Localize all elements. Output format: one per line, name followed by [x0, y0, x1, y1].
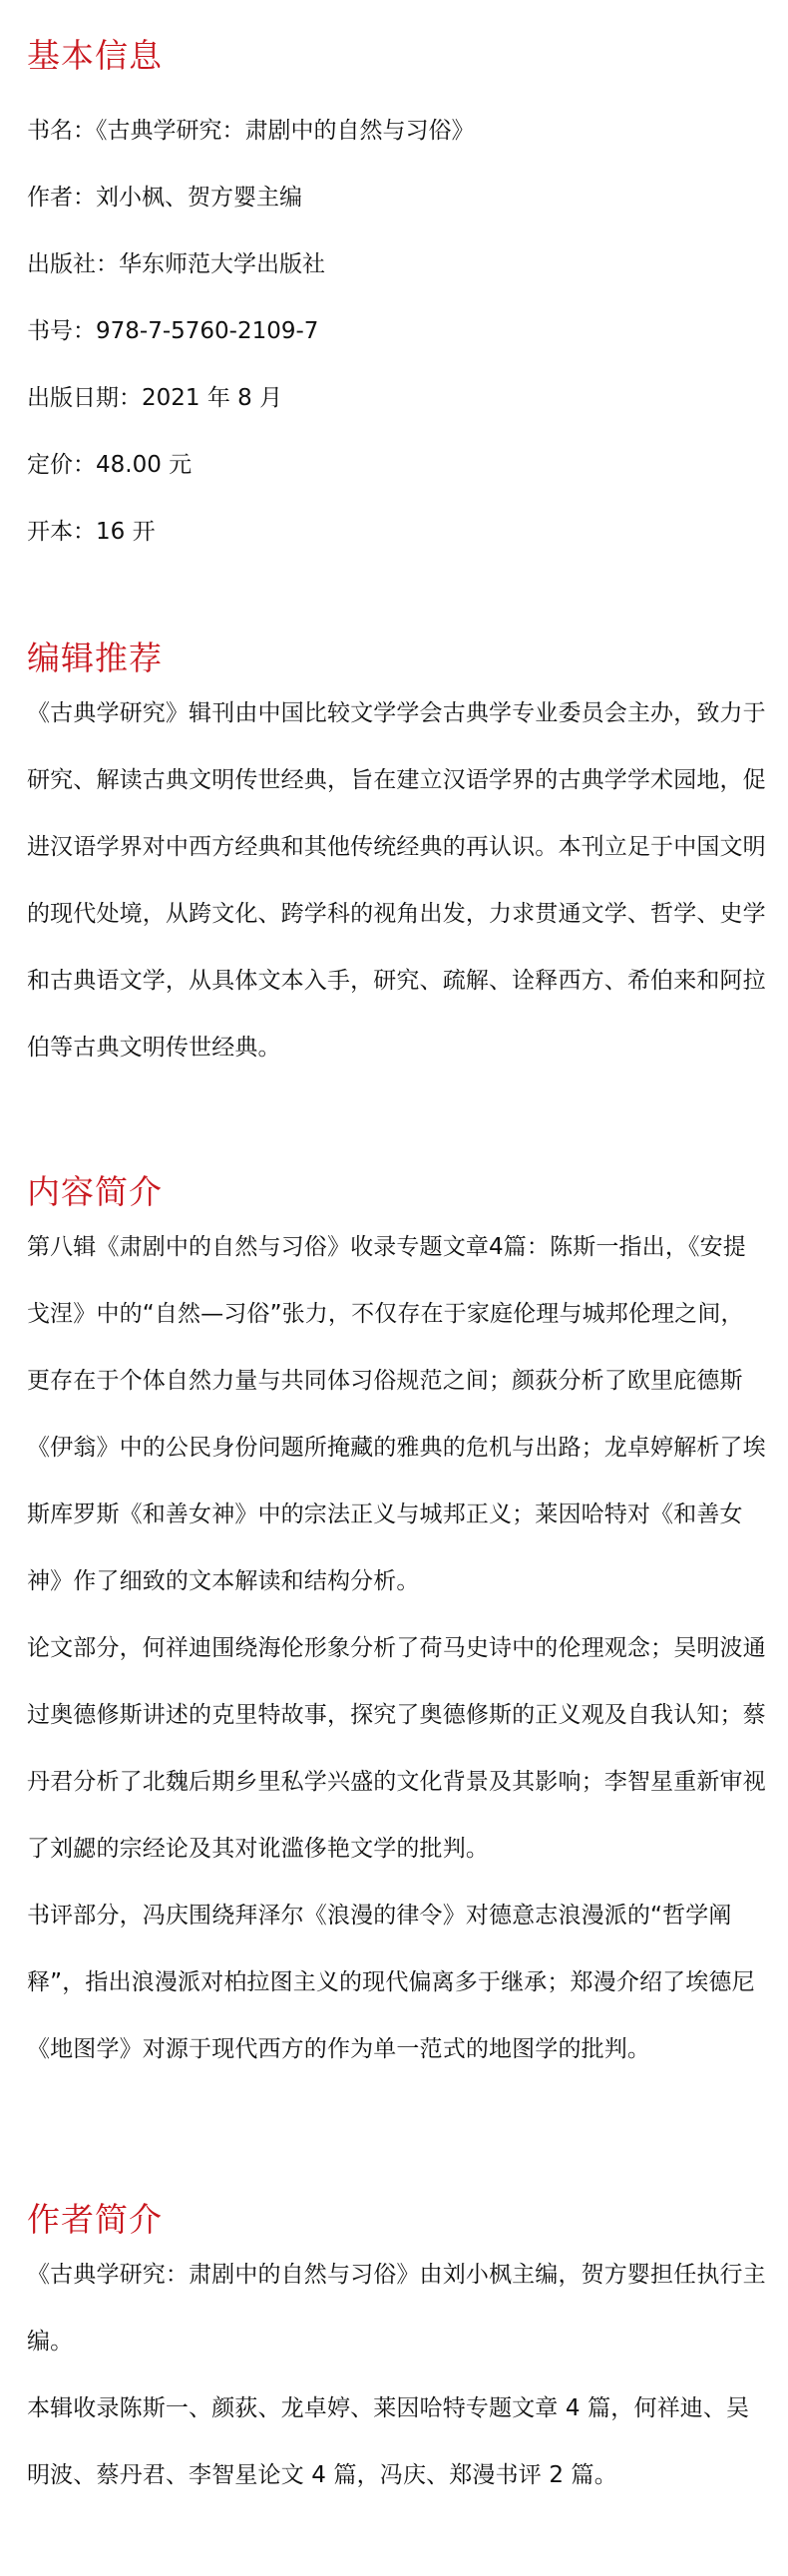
- content-summary-paragraph-1: 第八辑《肃剧中的自然与习俗》收录专题文章4篇：陈斯一指出，《安提戈涅》中的“自然—习俗”张力，不仅存在于家庭伦理与城邦伦理之间，更存在于个体自然力量与共同体习俗规范之间；颜荻分析了欧里庇德斯《伊翁》中的公民身份问题所掩藏的雅典的危机与出路；龙卓婷解析了埃斯库罗斯《和善女神》中的宗法正义与城邦正义；莱因哈特对《和善女神》作了细致的文本解读和结构分析。: [27, 1234, 766, 1594]
- price-row: 定价：48.00 元: [27, 452, 193, 478]
- publisher-row: 出版社：华东师范大学出版社: [27, 251, 325, 277]
- content-summary-paragraph-3: 书评部分，冯庆围绕拜泽尔《浪漫的律令》对德意志浪漫派的“哲学阐释”，指出浪漫派对柏拉图主义的现代偏离多于继承；郑漫介绍了埃德尼《地图学》对源于现代西方的作为单一范式的地图学的批判。: [27, 1903, 755, 2062]
- author-intro-section: [27, 2200, 766, 2509]
- content-summary-section: [27, 1172, 766, 2083]
- editor-recommendation-paragraph: 《古典学研究》辑刊由中国比较文学学会古典学专业委员会主办，致力于研究、解读古典文明传世经典，旨在建立汉语学界的古典学学术园地，促进汉语学界对中西方经典和其他传统经典的再认识。本刊立足于中国文明的现代处境，从跨文化、跨学科的视角出发，力求贯通文学、哲学、史学和古典语文学，从具体文本入手，研究、疏解、诠释西方、希伯来和阿拉伯等古典文明传世经典。: [27, 700, 766, 1061]
- author-intro-body: [27, 2242, 766, 2509]
- basic-info-list: [27, 98, 766, 566]
- content-summary-title: 内容简介: [27, 1172, 163, 1211]
- book-title-row: 书名：《古典学研究：肃剧中的自然与习俗》: [27, 118, 475, 144]
- author-intro-title: 作者简介: [27, 2200, 163, 2239]
- editor-recommendation-body: [27, 680, 766, 1081]
- editor-recommendation-section: [27, 639, 766, 1081]
- basic-info-title: 基本信息: [27, 36, 163, 75]
- author-row: 作者：刘小枫、贺方婴主编: [27, 185, 302, 211]
- editor-recommendation-title: 编辑推荐: [27, 639, 163, 677]
- author-intro-paragraph-2: 本辑收录陈斯一、颜荻、龙卓婷、莱因哈特专题文章 4 篇，何祥迪、吴明波、蔡丹君、李智星论文 4 篇，冯庆、郑漫书评 2 篇。: [27, 2395, 750, 2488]
- format-row: 开本：16 开: [27, 519, 156, 545]
- isbn-row: 书号：978-7-5760-2109-7: [27, 318, 319, 344]
- author-intro-paragraph-1: 《古典学研究：肃剧中的自然与习俗》由刘小枫主编，贺方婴担任执行主编。: [27, 2262, 766, 2355]
- content-summary-body: [27, 1214, 766, 2083]
- content-summary-paragraph-2: 论文部分，何祥迪围绕海伦形象分析了荷马史诗中的伦理观念；吴明波通过奥德修斯讲述的克里特故事，探究了奥德修斯的正义观及自我认知；蔡丹君分析了北魏后期乡里私学兴盛的文化背景及其影响；李智星重新审视了刘勰的宗经论及其对讹滥侈艳文学的批判。: [27, 1635, 766, 1862]
- publish-date-row: 出版日期：2021 年 8 月: [27, 385, 283, 411]
- basic-info-section: [27, 36, 766, 566]
